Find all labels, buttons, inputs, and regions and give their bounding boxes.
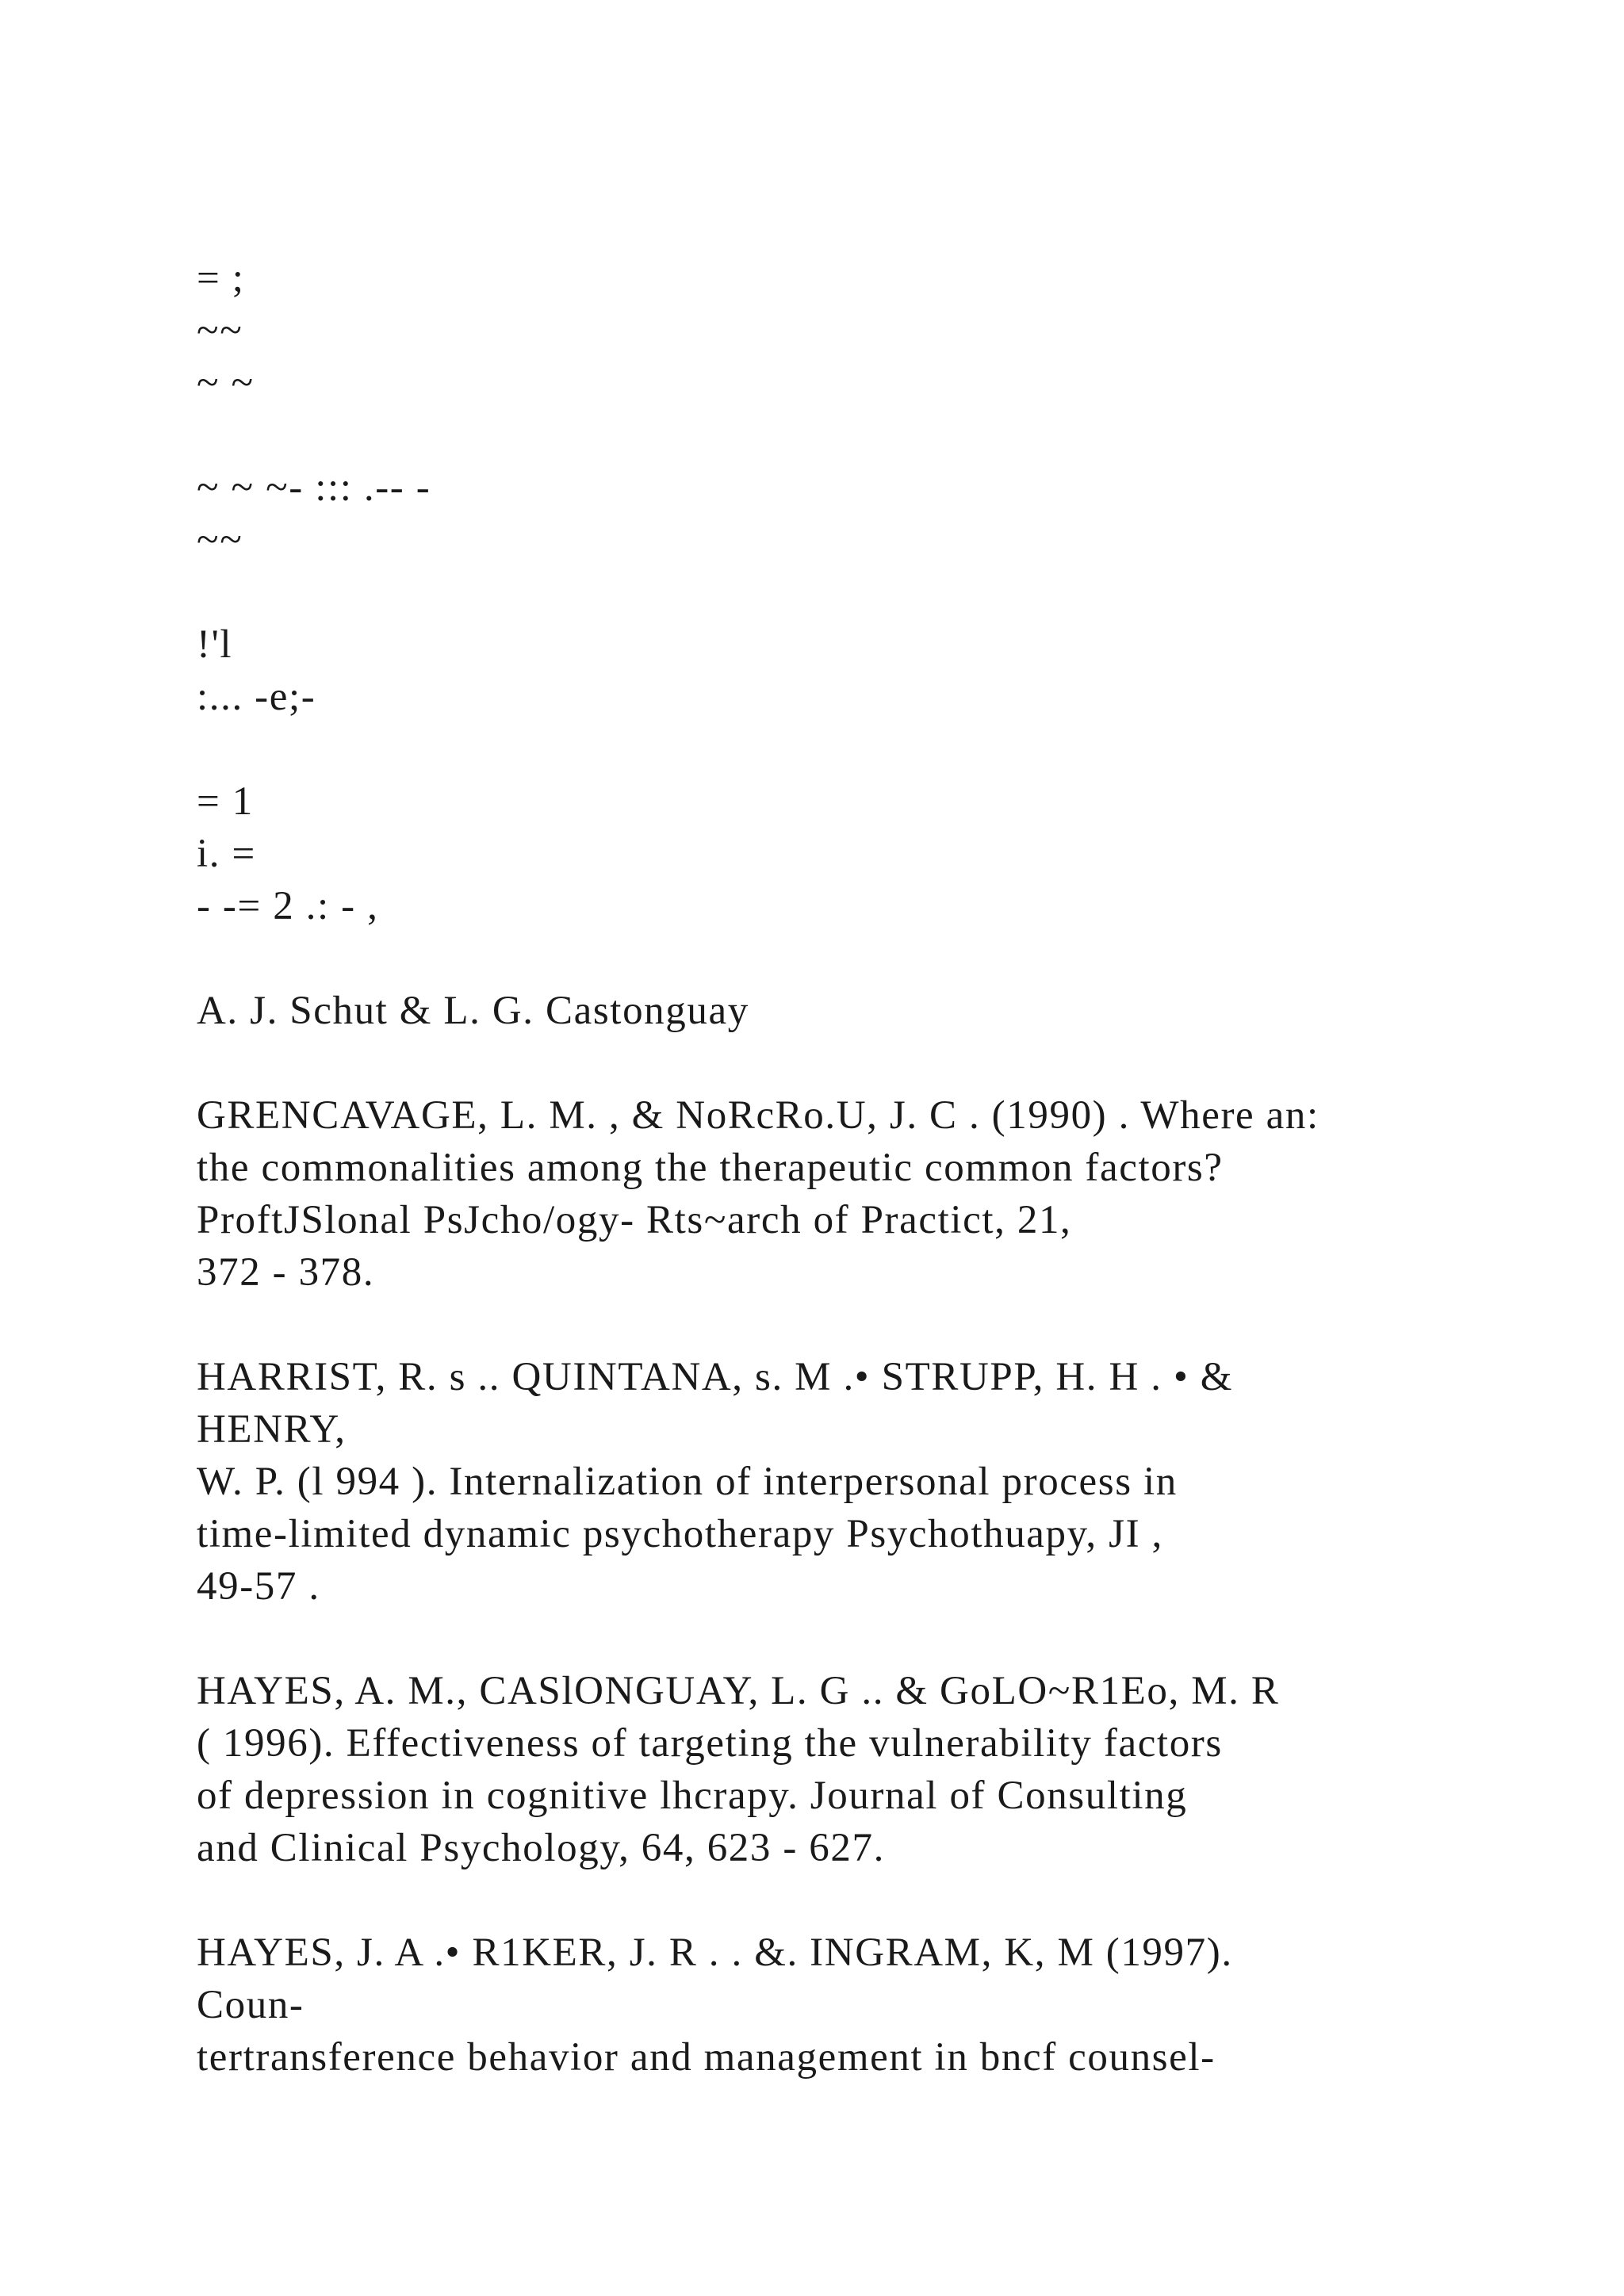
reference-line: tertransference behavior and management in bncf counsel- [197, 2035, 1216, 2080]
reference-line: of depression in cognitive lhcrapy. Journal of Consulting [197, 1774, 1188, 1818]
blank-line [197, 1299, 1561, 1351]
artifact-line: ~ ~ [197, 361, 255, 405]
reference-line: ProftJSlonal PsJcho/ogy- Rts~arch of Practict, 21, [197, 1198, 1072, 1242]
reference-line: ( 1996). Effectiveness of targeting the vulnerability factors [197, 1721, 1223, 1766]
reference-line: 372 - 378. [197, 1250, 375, 1295]
running-head: A. J. Schut & L. G. Castonguay [197, 989, 749, 1033]
reference-entry [197, 1089, 1561, 1299]
blank-line [197, 566, 1561, 618]
blank-line [197, 1613, 1561, 1665]
reference-entry [197, 1665, 1561, 1874]
blank-line [197, 1874, 1561, 1927]
reference-line: and Clinical Psychology, 64, 623 - 627. [197, 1826, 885, 1870]
blank-line [197, 723, 1561, 775]
reference-entry [197, 1351, 1561, 1613]
page-text [197, 252, 1561, 2084]
ocr-artifacts [197, 252, 1561, 932]
artifact-line: - -= 2 .: - , [197, 884, 379, 928]
reference-entry [197, 1927, 1561, 2084]
reference-line: HAYES, A. M., CASlONGUAY, L. G .. & GoLO~R1Eo, M. R [197, 1669, 1280, 1713]
artifact-line: ~ ~ ~- ::: .-- - [197, 465, 431, 510]
blank-line [197, 932, 1561, 985]
artifact-line: = 1 [197, 779, 254, 824]
reference-line: 49-57 . [197, 1564, 320, 1609]
artifact-line: :... -e;- [197, 675, 316, 719]
reference-line: time-limited dynamic psychotherapy Psychothuapy, JI , [197, 1512, 1163, 1556]
artifact-line: = ; [197, 256, 245, 300]
artifact-line: ~~ [197, 308, 243, 353]
reference-line: HARRIST, R. s .. QUINTANA, s. M .• STRUPP, H. H . • & [197, 1355, 1234, 1399]
artifact-line: !'l [197, 622, 233, 667]
reference-line: HENRY, [197, 1407, 347, 1452]
artifact-line: ~~ [197, 518, 243, 562]
reference-line: Coun- [197, 1983, 304, 2027]
artifact-line: i. = [197, 832, 256, 876]
blank-line [197, 409, 1561, 461]
reference-line: W. P. (l 994 ). Internalization of interpersonal process in [197, 1460, 1178, 1504]
reference-line: GRENCAVAGE, L. M. , & NoRcRo.U, J. C . (1990) . Where an: [197, 1093, 1320, 1138]
blank-line [197, 1037, 1561, 1089]
reference-line: HAYES, J. A .• R1KER, J. R . . &. INGRAM, K, M (1997). [197, 1931, 1233, 1975]
reference-line: the commonalities among the therapeutic common factors? [197, 1146, 1224, 1190]
